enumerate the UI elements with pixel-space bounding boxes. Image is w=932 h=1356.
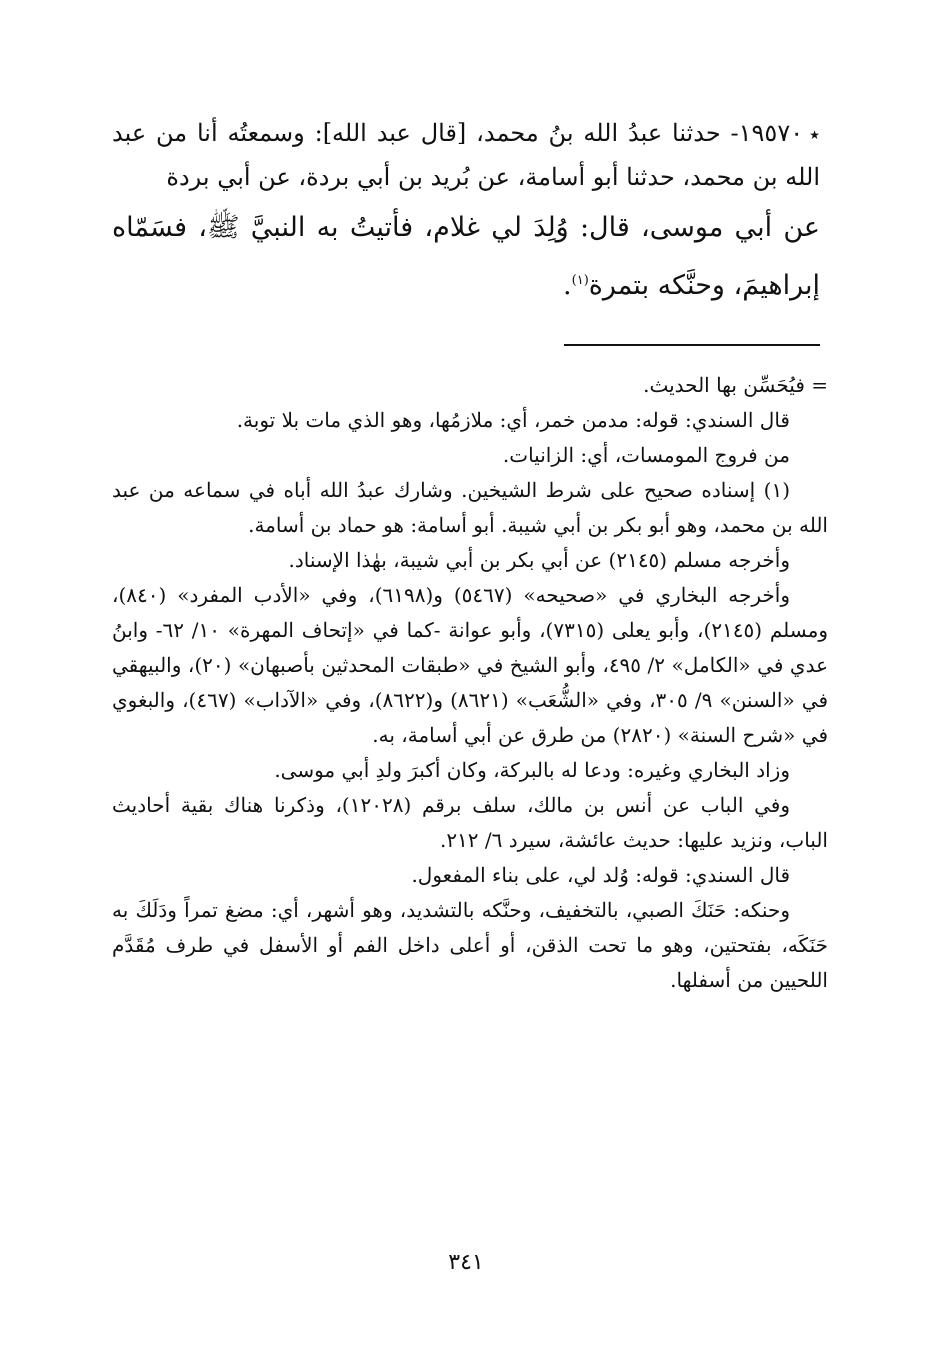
footnotes — [112, 368, 828, 998]
footnote-ref[interactable]: (١) — [571, 273, 589, 288]
footnote-paragraph: قال السندي: قوله: مدمن خمر، أي: ملازمُها، وهو الذي مات بلا توبة. — [236, 408, 790, 432]
footnote-paragraph: قال السندي: قوله: وُلد لي، على بناء المفعول. — [411, 863, 790, 887]
footnote-paragraph: وفي الباب عن أنس بن مالك، سلف برقم (١٢٠٢٨)، وذكرنا هناك بقية أحاديث الباب، ونزيد عليها: حديث عائشة، سيرد ٦/ ٢١٢. — [112, 793, 828, 852]
hadith-text — [112, 112, 820, 315]
footnote-paragraph: وحنكه: حَنَكَ الصبي، بالتخفيف، وحنَّكه بالتشديد، وهو أشهر، أي: مضغ تمراً ودَلَكَ به حَنَكَه، بفتحتين، وهو ما تحت الذقن، أو أعلى داخل الفم أو الأسفل في طرف مُقَدَّم اللحيين من أسفلها. — [112, 898, 828, 992]
footnote-paragraph: وأخرجه مسلم (٢١٤٥) عن أبي بكر بن أبي شيبة، بهٰذا الإسناد. — [288, 548, 790, 572]
footnote-paragraph: وأخرجه البخاري في «صحيحه» (٥٤٦٧) و(٦١٩٨)، وفي «الأدب المفرد» (٨٤٠)، ومسلم (٢١٤٥)، وأبو يعلى (٧٣١٥)، وأبو عوانة -كما في «إتحاف المهرة» ١٠/ ٦٢- وابنُ عدي في «الكامل» ٢/ ٤٩٥، وأبو الشيخ في «طبقات المحدثين بأصبهان» (٢٠)، والبيهقي في «السنن» ٩/ ٣٠٥، وفي «الشُّعَب» (٨٦٢١) و(٨٦٢٢)، وفي «الآداب» (٤٦٧)، والبغوي في «شرح السنة» (٢٨٢٠) من طرق عن أبي أسامة، به. — [112, 583, 829, 747]
hadith-line-1 — [112, 112, 820, 199]
footnote-divider — [564, 344, 820, 346]
footnote-paragraph: من فروج المومسات، أي: الزانيات. — [502, 443, 790, 467]
footnote-paragraph: وزاد البخاري وغيره: ودعا له بالبركة، وكان أكبرَ ولدِ أبي موسى. — [274, 758, 790, 782]
hadith-isnad: ١٩٥٧٠- حدثنا عبدُ الله بنُ محمد، [قال عبد الله]: وسمعتُه أنا من عبد الله بن محمد، حدثنا أبو أسامة، عن بُريد بن أبي بردة، عن أبي بردة — [112, 119, 820, 191]
hadith-matn: عن أبي موسى، قال: وُلِدَ لي غلام، فأتيتُ به النبيَّ ﷺ، فسَمّاه إبراهيمَ، وحنَّكه بتمرة — [112, 212, 820, 301]
star-icon: ٭ — [809, 122, 820, 146]
footnote-1: (١) إسناده صحيح على شرط الشيخين. وشارك عبدُ الله أباه في سماعه من عبد الله بن محمد، وهو أبو بكر بن أبي شيبة. أبو أسامة: هو حماد بن أسامة. — [112, 478, 828, 537]
page-number: ٣٤١ — [448, 1250, 484, 1275]
hadith-end: . — [563, 270, 572, 301]
hadith-matn-paragraph — [112, 199, 820, 315]
footnote-continuation: = فيُحَسِّن بها الحديث. — [643, 373, 828, 397]
